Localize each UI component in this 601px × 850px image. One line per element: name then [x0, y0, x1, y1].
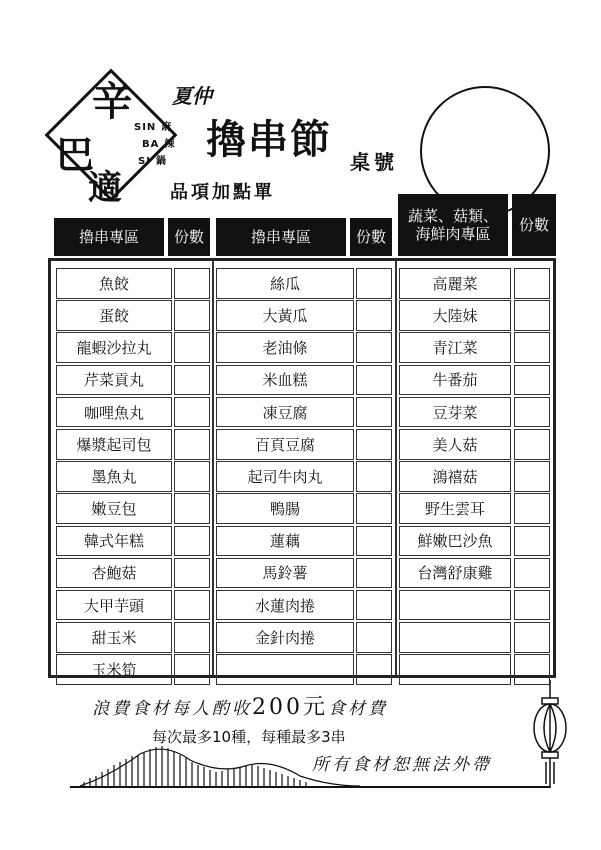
item-cell: 高麗菜	[399, 268, 511, 299]
logo-cn-3: 鍋	[156, 156, 167, 167]
qty-field[interactable]	[174, 365, 210, 396]
logo-en-1: SIN	[134, 122, 157, 133]
qty-field[interactable]	[514, 590, 550, 621]
item-cell: 蛋餃	[56, 300, 172, 331]
qty-field[interactable]	[514, 332, 550, 363]
qty-field[interactable]	[514, 429, 550, 460]
waste-fee-note	[92, 690, 388, 721]
qty-field[interactable]	[174, 461, 210, 492]
item-cell: 凍豆腐	[216, 397, 354, 428]
item-cell: 大陸妹	[399, 300, 511, 331]
col3-items	[399, 268, 511, 686]
item-cell: 韓式年糕	[56, 526, 172, 557]
qty-field[interactable]	[514, 493, 550, 524]
table-divider-2	[395, 260, 397, 676]
qty-field[interactable]	[356, 332, 392, 363]
qty-field[interactable]	[174, 622, 210, 653]
item-cell: 絲瓜	[216, 268, 354, 299]
no-takeout-note: 所有食材恕無法外帶	[312, 755, 492, 775]
qty-field[interactable]	[514, 365, 550, 396]
qty-field[interactable]	[356, 461, 392, 492]
logo-en-3: SI	[138, 156, 151, 167]
qty-field[interactable]	[514, 526, 550, 557]
qty-field[interactable]	[356, 300, 392, 331]
event-small-title: 夏仲	[172, 84, 212, 108]
item-cell: 台灣舒康雞	[399, 558, 511, 589]
logo-en-2: BA	[142, 139, 160, 150]
item-cell: 豆芽菜	[399, 397, 511, 428]
waste-fee-prefix: 浪費食材每人酌收	[92, 699, 252, 719]
qty-field[interactable]	[514, 461, 550, 492]
item-cell: 玉米筍	[56, 654, 172, 685]
item-cell: 甜玉米	[56, 622, 172, 653]
col2-items	[216, 268, 354, 686]
item-cell: 青江菜	[399, 332, 511, 363]
qty-field[interactable]	[174, 332, 210, 363]
item-cell: 米血糕	[216, 365, 354, 396]
header-col1-name: 擼串專區	[54, 218, 164, 256]
table-number-label: 桌號	[350, 150, 398, 174]
qty-field[interactable]	[174, 397, 210, 428]
qty-field[interactable]	[514, 268, 550, 299]
qty-field[interactable]	[356, 493, 392, 524]
logo-cn-2: 辣	[164, 139, 175, 150]
qty-field[interactable]	[356, 590, 392, 621]
header-col2-qty: 份數	[350, 218, 392, 256]
qty-field[interactable]	[174, 526, 210, 557]
item-cell: 魚餃	[56, 268, 172, 299]
item-cell: 野生雲耳	[399, 493, 511, 524]
waste-fee-amount: 200元	[252, 695, 328, 720]
item-cell: 鴨腸	[216, 493, 354, 524]
col1-items	[56, 268, 172, 686]
qty-field[interactable]	[174, 493, 210, 524]
qty-field[interactable]	[174, 558, 210, 589]
item-cell: 起司牛肉丸	[216, 461, 354, 492]
mountain-decoration	[70, 736, 370, 788]
qty-field[interactable]	[356, 622, 392, 653]
item-cell: 老油條	[216, 332, 354, 363]
item-cell: 墨魚丸	[56, 461, 172, 492]
item-cell: 杏鮑菇	[56, 558, 172, 589]
logo-char-2: 巴	[56, 132, 95, 177]
qty-field[interactable]	[356, 397, 392, 428]
col2-qty	[356, 268, 392, 686]
qty-field[interactable]	[514, 397, 550, 428]
header-col1-qty: 份數	[168, 218, 210, 256]
qty-field[interactable]	[514, 300, 550, 331]
table-divider-1	[212, 260, 214, 676]
qty-field[interactable]	[174, 654, 210, 685]
item-cell: 美人菇	[399, 429, 511, 460]
logo-cn-1: 麻	[161, 122, 172, 133]
lantern-icon	[528, 680, 572, 790]
header-col2-name: 擼串專區	[216, 218, 346, 256]
item-cell: 大甲芋頭	[56, 590, 172, 621]
qty-field[interactable]	[174, 429, 210, 460]
footer-baseline	[70, 786, 550, 788]
order-limit-note: 每次最多10種，每種最多3串	[152, 728, 346, 746]
qty-field[interactable]	[356, 558, 392, 589]
qty-field[interactable]	[174, 268, 210, 299]
item-cell: 芹菜貢丸	[56, 365, 172, 396]
item-cell: 金針肉捲	[216, 622, 354, 653]
subtitle: 品項加點單	[170, 182, 275, 203]
header-col3-name: 蔬菜、菇類、海鮮肉專區	[398, 194, 508, 256]
item-cell	[399, 590, 511, 621]
qty-field[interactable]	[356, 365, 392, 396]
item-cell: 水蓮肉捲	[216, 590, 354, 621]
logo-char-3: 適	[88, 168, 122, 208]
qty-field[interactable]	[514, 558, 550, 589]
item-cell: 嫩豆包	[56, 493, 172, 524]
item-cell: 牛番茄	[399, 365, 511, 396]
item-cell: 蓮藕	[216, 526, 354, 557]
item-cell	[399, 622, 511, 653]
item-cell: 咖哩魚丸	[56, 397, 172, 428]
qty-field[interactable]	[356, 429, 392, 460]
logo-text	[134, 118, 174, 169]
item-cell: 大黃瓜	[216, 300, 354, 331]
waste-fee-suffix: 食材費	[328, 699, 388, 719]
header-col3-qty: 份數	[512, 194, 556, 256]
col1-qty	[174, 268, 210, 686]
item-cell	[216, 654, 354, 685]
item-cell: 馬鈴薯	[216, 558, 354, 589]
item-cell	[399, 654, 511, 685]
event-title: 擼串節	[206, 116, 332, 163]
item-cell: 鴻禧菇	[399, 461, 511, 492]
col3-qty	[514, 268, 550, 686]
item-cell: 爆漿起司包	[56, 429, 172, 460]
item-cell: 鮮嫩巴沙魚	[399, 526, 511, 557]
item-cell: 百頁豆腐	[216, 429, 354, 460]
item-cell: 龍蝦沙拉丸	[56, 332, 172, 363]
qty-field[interactable]	[514, 622, 550, 653]
qty-field[interactable]	[356, 654, 392, 685]
qty-field[interactable]	[356, 268, 392, 299]
qty-field[interactable]	[174, 590, 210, 621]
qty-field[interactable]	[174, 300, 210, 331]
logo-char-1: 辛	[92, 78, 132, 125]
qty-field[interactable]	[356, 526, 392, 557]
